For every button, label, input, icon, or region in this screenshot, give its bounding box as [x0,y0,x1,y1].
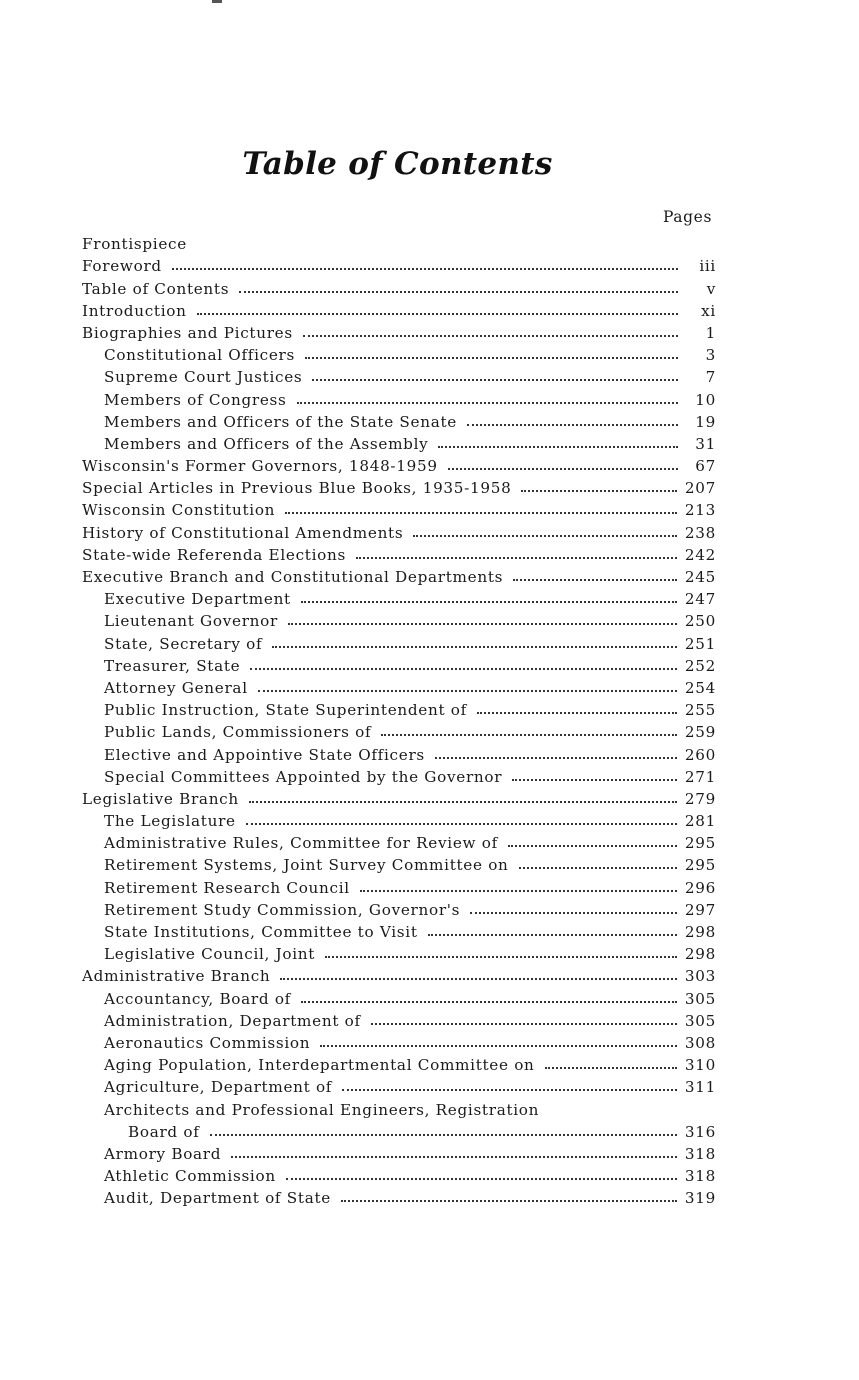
toc-entry [82,386,716,408]
dot-leader [435,757,677,759]
toc-entry [82,475,716,497]
toc-entry [82,675,716,697]
toc-entry [82,830,716,852]
toc-entry-label: Members and Officers of the State Senate [104,412,457,431]
toc-entry-label: Special Articles in Previous Blue Books, 1935-1958 [82,479,512,498]
dot-leader [286,1178,677,1180]
toc-entry-page-number: iii [699,257,716,276]
toc-entry-page-number: 67 [695,457,716,476]
dot-leader [303,335,678,337]
toc-entry-label: Introduction [82,301,187,320]
dot-leader [342,1089,677,1091]
toc-entry-page-number: 252 [684,656,716,675]
toc-entry-label: Biographies and Pictures [82,323,293,342]
toc-entry [82,542,716,564]
toc-entry-page-number: 298 [684,945,716,964]
toc-entry-label: Armory Board [104,1144,222,1163]
toc-entry [82,941,716,963]
toc-entry-label: Attorney General [104,678,248,697]
toc-entry [82,852,716,874]
toc-entry-label: Aging Population, Interdepartmental Committee on [104,1056,535,1075]
dot-leader [280,978,677,980]
dot-leader [519,867,677,869]
dot-leader [249,801,677,803]
dot-leader [448,468,678,470]
toc-entry-label: Lieutenant Governor [104,612,278,631]
toc-entry-label: Administrative Rules, Committee for Review of [104,834,498,853]
toc-entry [82,963,716,985]
dot-leader [513,579,677,581]
toc-entry-page-number: 245 [684,568,716,586]
toc-entry-label: Audit, Department of State [104,1189,331,1208]
toc-entry-page-number: 318 [684,1144,716,1163]
dot-leader [545,1067,677,1069]
toc-entry-page-number: 7 [705,368,716,387]
toc-entry-page-number: 19 [695,412,716,431]
toc-entry-page-number: 281 [684,812,716,831]
dot-leader [272,646,677,648]
dot-leader [341,1200,677,1202]
toc-entry-page-number: 254 [684,678,716,697]
toc-entry [82,431,716,453]
toc-entry [82,409,716,431]
toc-entry-label: State Institutions, Committee to Visit [104,923,418,941]
toc-entry-label: Retirement Study Commission, Governor's [104,900,461,919]
toc-entry-page-number: 213 [684,501,716,520]
toc-entry-label: Retirement Systems, Joint Survey Committee on [104,856,509,875]
dot-leader [197,313,678,315]
toc-entry-page-number: 305 [684,1011,716,1030]
dot-leader [231,1156,677,1158]
dot-leader [239,291,678,293]
toc-entry-label: Administration, Department of [104,1011,361,1030]
dot-leader [258,690,677,692]
toc-entry [82,874,716,896]
dot-leader [301,1001,677,1003]
toc-entry [82,320,716,342]
dot-leader [288,623,677,625]
toc-entry-label: Constitutional Officers [104,346,296,365]
dot-leader [210,1134,677,1136]
dot-leader [470,912,677,914]
toc-entry [82,608,716,630]
toc-entry [82,919,716,941]
toc-entry-label: Agriculture, Department of [104,1078,333,1097]
toc-entry [82,1052,716,1074]
toc-entry-page-number: 298 [684,923,716,941]
toc-entry [82,1119,716,1141]
toc-entry-page-number: 207 [684,479,716,498]
dot-leader [312,379,678,381]
toc-entry-page-number: 255 [684,701,716,720]
toc-entry [82,1163,716,1185]
toc-entry [82,1030,716,1052]
dot-leader [305,357,678,359]
toc-entry [82,1008,716,1030]
toc-entry-label: Members and Officers of the Assembly [104,434,429,453]
toc-entry-page-number: v [706,279,716,298]
dot-leader [512,779,677,781]
toc-entry-page-number: 310 [684,1056,716,1075]
toc-entry [82,1185,716,1207]
page-edge-mark [212,0,222,3]
dot-leader [360,890,677,892]
dot-leader [371,1023,677,1025]
dot-leader [301,601,677,603]
toc-entry-page-number: 10 [695,390,716,409]
dot-leader [285,512,677,514]
toc-entry [82,231,716,253]
toc-entry-label: Special Committees Appointed by the Governor [104,767,503,786]
toc-entry-page-number: 316 [684,1122,716,1141]
toc-entry [82,586,716,608]
toc-entry-page-number: 238 [684,523,716,542]
dot-leader [438,446,678,448]
toc-entry [82,1074,716,1096]
dot-leader [381,734,677,736]
toc-entry [82,1141,716,1163]
dot-leader [521,490,676,492]
toc-entry-page-number: 250 [684,612,716,631]
toc-entry [82,564,716,586]
toc-entry-page-number: 279 [684,789,716,808]
toc-entry-label: Members of Congress [104,390,287,409]
toc-entry [82,985,716,1007]
toc-entry [82,453,716,475]
dot-leader [246,823,677,825]
toc-entry [82,808,716,830]
dot-leader [467,424,678,426]
toc-entry-label: State-wide Referenda Elections [82,545,346,564]
toc-entry-label: Administrative Branch [82,967,271,986]
toc-entry [82,719,716,741]
toc-entry-label: Legislative Council, Joint [104,945,316,964]
toc-entry-label: Public Instruction, State Superintendent of [104,701,467,720]
page-title: Table of Contents [242,146,553,182]
toc-entry [82,697,716,719]
toc-entry [82,275,716,297]
dot-leader [325,956,677,958]
toc-entry-page-number: 305 [684,989,716,1008]
toc-entry-label: Wisconsin Constitution [82,501,276,520]
toc-entry [82,764,716,786]
toc-entry-label: Table of Contents [82,279,230,298]
toc-entry-label: State, Secretary of [104,634,263,653]
toc-entry-page-number: 308 [684,1033,716,1052]
toc-entry [82,253,716,275]
toc-entry-label: Frontispiece [82,235,187,254]
toc-entry-page-number: 271 [684,767,716,786]
toc-entry-page-number: 297 [684,900,716,919]
toc-entry [82,298,716,320]
dot-leader [477,712,677,714]
toc-entry [82,653,716,675]
toc-entry-page-number: 247 [684,590,716,609]
toc-entry-label: Executive Branch and Constitutional Departments [82,568,504,586]
dot-leader [297,402,678,404]
toc-entry-page-number: 31 [695,434,716,453]
toc-entry-label: History of Constitutional Amendments [82,523,404,542]
toc-entry-page-number: 295 [684,856,716,875]
dot-leader [250,668,677,670]
toc-entry-label: Public Lands, Commissioners of [104,723,372,742]
toc-entry-label: Executive Department [104,590,291,609]
toc-entry-label: Foreword [82,257,162,276]
toc-entry-page-number: 251 [684,634,716,653]
toc-entry-label: Legislative Branch [82,789,239,808]
toc-entry-page-number: 259 [684,723,716,742]
toc-entry [82,364,716,386]
dot-leader [320,1045,677,1047]
toc-entry-page-number: 296 [684,878,716,897]
toc-entry-page-number: 295 [684,834,716,853]
toc-entry-label: Treasurer, State [104,656,241,675]
toc-entry-label: Board of [128,1122,200,1141]
toc-entry-page-number: 319 [684,1189,716,1208]
toc-entry-page-number: 311 [684,1078,716,1097]
toc-entry-label: Accountancy, Board of [104,989,291,1008]
dot-leader [172,268,678,270]
toc-entry-page-number: 303 [684,967,716,986]
toc-entry-page-number: 318 [684,1167,716,1186]
toc-entry-label: Retirement Research Council [104,878,350,897]
dot-leader [508,845,677,847]
table-of-contents [82,231,716,1207]
toc-entry-label: Architects and Professional Engineers, Registration [104,1100,540,1119]
toc-entry [82,741,716,763]
toc-entry [82,786,716,808]
toc-entry-page-number: 260 [684,745,716,764]
toc-entry [82,342,716,364]
toc-entry [82,1096,716,1118]
toc-entry-page-number: 242 [684,545,716,564]
toc-entry-label: Supreme Court Justices [104,368,303,387]
toc-entry-label: Athletic Commission [104,1167,276,1186]
dot-leader [356,557,677,559]
toc-entry [82,519,716,541]
toc-entry-label: Elective and Appointive State Officers [104,745,425,764]
toc-entry-label: Aeronautics Commission [104,1033,311,1052]
toc-entry [82,630,716,652]
pages-column-heading: Pages [662,208,712,226]
dot-leader [413,535,677,537]
toc-entry-page-number: 1 [705,323,716,342]
toc-entry-page-number: xi [701,301,716,320]
toc-entry-page-number: 3 [705,346,716,365]
toc-entry-label: Wisconsin's Former Governors, 1848-1959 [82,457,438,476]
toc-entry [82,897,716,919]
toc-entry-label: The Legislature [104,812,236,831]
toc-entry [82,497,716,519]
dot-leader [428,934,677,936]
